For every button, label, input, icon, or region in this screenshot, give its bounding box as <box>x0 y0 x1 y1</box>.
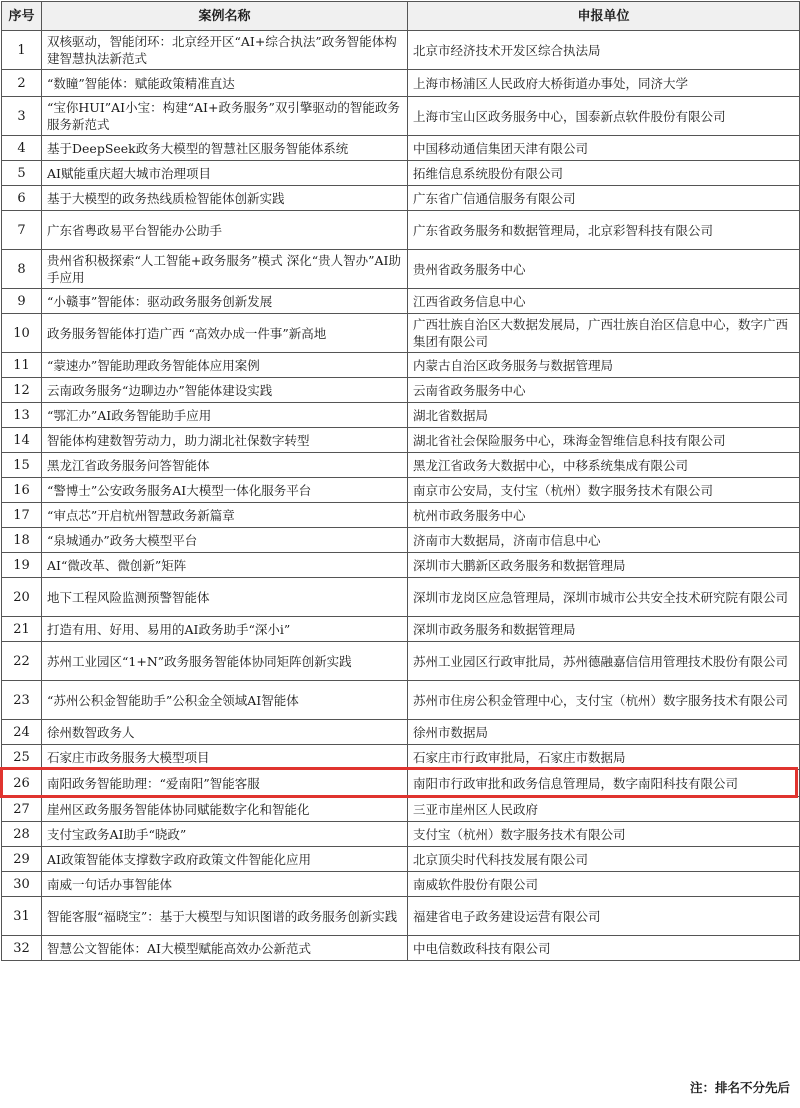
case-name: 云南政务服务“边聊边办”智能体建设实践 <box>42 378 408 403</box>
row-number: 1 <box>2 31 42 70</box>
case-name: 智能体构建数智劳动力，助力湖北社保数字转型 <box>42 428 408 453</box>
table-row <box>2 897 800 936</box>
row-number: 12 <box>2 378 42 403</box>
row-number: 14 <box>2 428 42 453</box>
row-number: 23 <box>2 681 42 720</box>
case-name: 广东省粤政易平台智能办公助手 <box>42 211 408 250</box>
applicant-unit: 广西壮族自治区大数据发展局，广西壮族自治区信息中心，数字广西集团有限公司 <box>408 314 800 353</box>
case-name: 苏州工业园区“1+N”政务服务智能体协同矩阵创新实践 <box>42 642 408 681</box>
applicant-unit: 云南省政务服务中心 <box>408 378 800 403</box>
applicant-unit: 南阳市行政审批和政务信息管理局，数字南阳科技有限公司 <box>408 770 800 797</box>
applicant-unit: 深圳市大鹏新区政务服务和数据管理局 <box>408 553 800 578</box>
table-row <box>2 186 800 211</box>
row-number: 25 <box>2 745 42 770</box>
applicant-unit: 南京市公安局，支付宝（杭州）数字服务技术有限公司 <box>408 478 800 503</box>
row-number: 17 <box>2 503 42 528</box>
case-table <box>1 1 800 961</box>
case-name: 地下工程风险监测预警智能体 <box>42 578 408 617</box>
table-row <box>2 797 800 822</box>
row-number: 8 <box>2 250 42 289</box>
table-row <box>2 428 800 453</box>
table-row <box>2 872 800 897</box>
row-number: 20 <box>2 578 42 617</box>
row-number: 30 <box>2 872 42 897</box>
case-name: “蒙速办”智能助理政务智能体应用案例 <box>42 353 408 378</box>
table-header-row <box>2 2 800 31</box>
case-name: “鄂汇办”AI政务智能助手应用 <box>42 403 408 428</box>
footnote: 注：排名不分先后 <box>689 1080 790 1095</box>
case-name: 石家庄市政务服务大模型项目 <box>42 745 408 770</box>
applicant-unit: 南威软件股份有限公司 <box>408 872 800 897</box>
row-number: 22 <box>2 642 42 681</box>
row-number: 27 <box>2 797 42 822</box>
row-number: 24 <box>2 720 42 745</box>
row-number: 28 <box>2 822 42 847</box>
applicant-unit: 中电信数政科技有限公司 <box>408 936 800 961</box>
row-number: 3 <box>2 97 42 136</box>
row-number: 9 <box>2 289 42 314</box>
table-row <box>2 161 800 186</box>
table-row <box>2 378 800 403</box>
case-name: “泉城通办”政务大模型平台 <box>42 528 408 553</box>
applicant-unit: 苏州工业园区行政审批局，苏州德融嘉信信用管理技术股份有限公司 <box>408 642 800 681</box>
row-number: 10 <box>2 314 42 353</box>
applicant-unit: 福建省电子政务建设运营有限公司 <box>408 897 800 936</box>
row-number: 7 <box>2 211 42 250</box>
case-name: 双核驱动，智能闭环：北京经开区“AI+综合执法”政务智能体构建智慧执法新范式 <box>42 31 408 70</box>
applicant-unit: 杭州市政务服务中心 <box>408 503 800 528</box>
table-row <box>2 822 800 847</box>
case-name: 智慧公文智能体：AI大模型赋能高效办公新范式 <box>42 936 408 961</box>
case-name: 基于大模型的政务热线质检智能体创新实践 <box>42 186 408 211</box>
case-name: “警博士”公安政务服务AI大模型一体化服务平台 <box>42 478 408 503</box>
case-name: “小赣事”智能体：驱动政务服务创新发展 <box>42 289 408 314</box>
row-number: 31 <box>2 897 42 936</box>
applicant-unit: 贵州省政务服务中心 <box>408 250 800 289</box>
applicant-unit: 江西省政务信息中心 <box>408 289 800 314</box>
table-row <box>2 289 800 314</box>
applicant-unit: 拓维信息系统股份有限公司 <box>408 161 800 186</box>
row-number: 2 <box>2 70 42 97</box>
table-row <box>2 770 800 797</box>
table-row <box>2 314 800 353</box>
case-name: 南威一句话办事智能体 <box>42 872 408 897</box>
applicant-unit: 上海市杨浦区人民政府大桥街道办事处，同济大学 <box>408 70 800 97</box>
case-name: 支付宝政务AI助手“晓政” <box>42 822 408 847</box>
applicant-unit: 上海市宝山区政务服务中心，国泰新点软件股份有限公司 <box>408 97 800 136</box>
row-number: 16 <box>2 478 42 503</box>
table-row <box>2 250 800 289</box>
row-number: 18 <box>2 528 42 553</box>
applicant-unit: 黑龙江省政务大数据中心，中移系统集成有限公司 <box>408 453 800 478</box>
row-number: 21 <box>2 617 42 642</box>
case-name: AI“微改革、微创新”矩阵 <box>42 553 408 578</box>
table-row <box>2 136 800 161</box>
applicant-unit: 广东省广信通信服务有限公司 <box>408 186 800 211</box>
table-row <box>2 503 800 528</box>
table-row <box>2 478 800 503</box>
applicant-unit: 深圳市政务服务和数据管理局 <box>408 617 800 642</box>
table-row <box>2 211 800 250</box>
table-row <box>2 847 800 872</box>
row-number: 19 <box>2 553 42 578</box>
applicant-unit: 北京市经济技术开发区综合执法局 <box>408 31 800 70</box>
case-name: 基于DeepSeek政务大模型的智慧社区服务智能体系统 <box>42 136 408 161</box>
applicant-unit: 苏州市住房公积金管理中心，支付宝（杭州）数字服务技术有限公司 <box>408 681 800 720</box>
row-number: 26 <box>2 770 42 797</box>
applicant-unit: 徐州市数据局 <box>408 720 800 745</box>
row-number: 15 <box>2 453 42 478</box>
header-number: 序号 <box>2 2 42 31</box>
applicant-unit: 三亚市崖州区人民政府 <box>408 797 800 822</box>
case-name: AI赋能重庆超大城市治理项目 <box>42 161 408 186</box>
applicant-unit: 中国移动通信集团天津有限公司 <box>408 136 800 161</box>
case-name: 贵州省积极探索“人工智能+政务服务”模式 深化“贵人智办”AI助手应用 <box>42 250 408 289</box>
table-row <box>2 642 800 681</box>
applicant-unit: 内蒙古自治区政务服务与数据管理局 <box>408 353 800 378</box>
table-row <box>2 70 800 97</box>
case-name: 南阳政务智能助理：“爱南阳”智能客服 <box>42 770 408 797</box>
table-row <box>2 403 800 428</box>
row-number: 13 <box>2 403 42 428</box>
row-number: 4 <box>2 136 42 161</box>
table-row <box>2 453 800 478</box>
applicant-unit: 广东省政务服务和数据管理局，北京彩智科技有限公司 <box>408 211 800 250</box>
case-name: AI政策智能体支撑数字政府政策文件智能化应用 <box>42 847 408 872</box>
table-row <box>2 578 800 617</box>
case-name: 徐州数智政务人 <box>42 720 408 745</box>
applicant-unit: 北京顶尖时代科技发展有限公司 <box>408 847 800 872</box>
applicant-unit: 深圳市龙岗区应急管理局，深圳市城市公共安全技术研究院有限公司 <box>408 578 800 617</box>
row-number: 32 <box>2 936 42 961</box>
case-name: “苏州公积金智能助手”公积金全领域AI智能体 <box>42 681 408 720</box>
table-row <box>2 528 800 553</box>
row-number: 11 <box>2 353 42 378</box>
table-row <box>2 553 800 578</box>
case-name: “审点芯”开启杭州智慧政务新篇章 <box>42 503 408 528</box>
table-row <box>2 617 800 642</box>
case-name: 黑龙江省政务服务问答智能体 <box>42 453 408 478</box>
case-name: “宝你HUI”AI小宝：构建“AI+政务服务”双引擎驱动的智能政务服务新范式 <box>42 97 408 136</box>
case-name: 崖州区政务服务智能体协同赋能数字化和智能化 <box>42 797 408 822</box>
header-case-name: 案例名称 <box>42 2 408 31</box>
table-row <box>2 97 800 136</box>
table-row <box>2 681 800 720</box>
table-row <box>2 745 800 770</box>
case-name: “数瞳”智能体：赋能政策精准直达 <box>42 70 408 97</box>
case-name: 政务服务智能体打造广西 “高效办成一件事”新高地 <box>42 314 408 353</box>
table-row <box>2 720 800 745</box>
table-row <box>2 353 800 378</box>
applicant-unit: 济南市大数据局，济南市信息中心 <box>408 528 800 553</box>
header-applicant-unit: 申报单位 <box>408 2 800 31</box>
row-number: 29 <box>2 847 42 872</box>
case-name: 打造有用、好用、易用的AI政务助手“深小i” <box>42 617 408 642</box>
row-number: 5 <box>2 161 42 186</box>
applicant-unit: 石家庄市行政审批局，石家庄市数据局 <box>408 745 800 770</box>
applicant-unit: 湖北省社会保险服务中心，珠海金智维信息科技有限公司 <box>408 428 800 453</box>
applicant-unit: 湖北省数据局 <box>408 403 800 428</box>
table-row <box>2 31 800 70</box>
row-number: 6 <box>2 186 42 211</box>
table-row <box>2 936 800 961</box>
applicant-unit: 支付宝（杭州）数字服务技术有限公司 <box>408 822 800 847</box>
case-name: 智能客服“福晓宝”：基于大模型与知识图谱的政务服务创新实践 <box>42 897 408 936</box>
